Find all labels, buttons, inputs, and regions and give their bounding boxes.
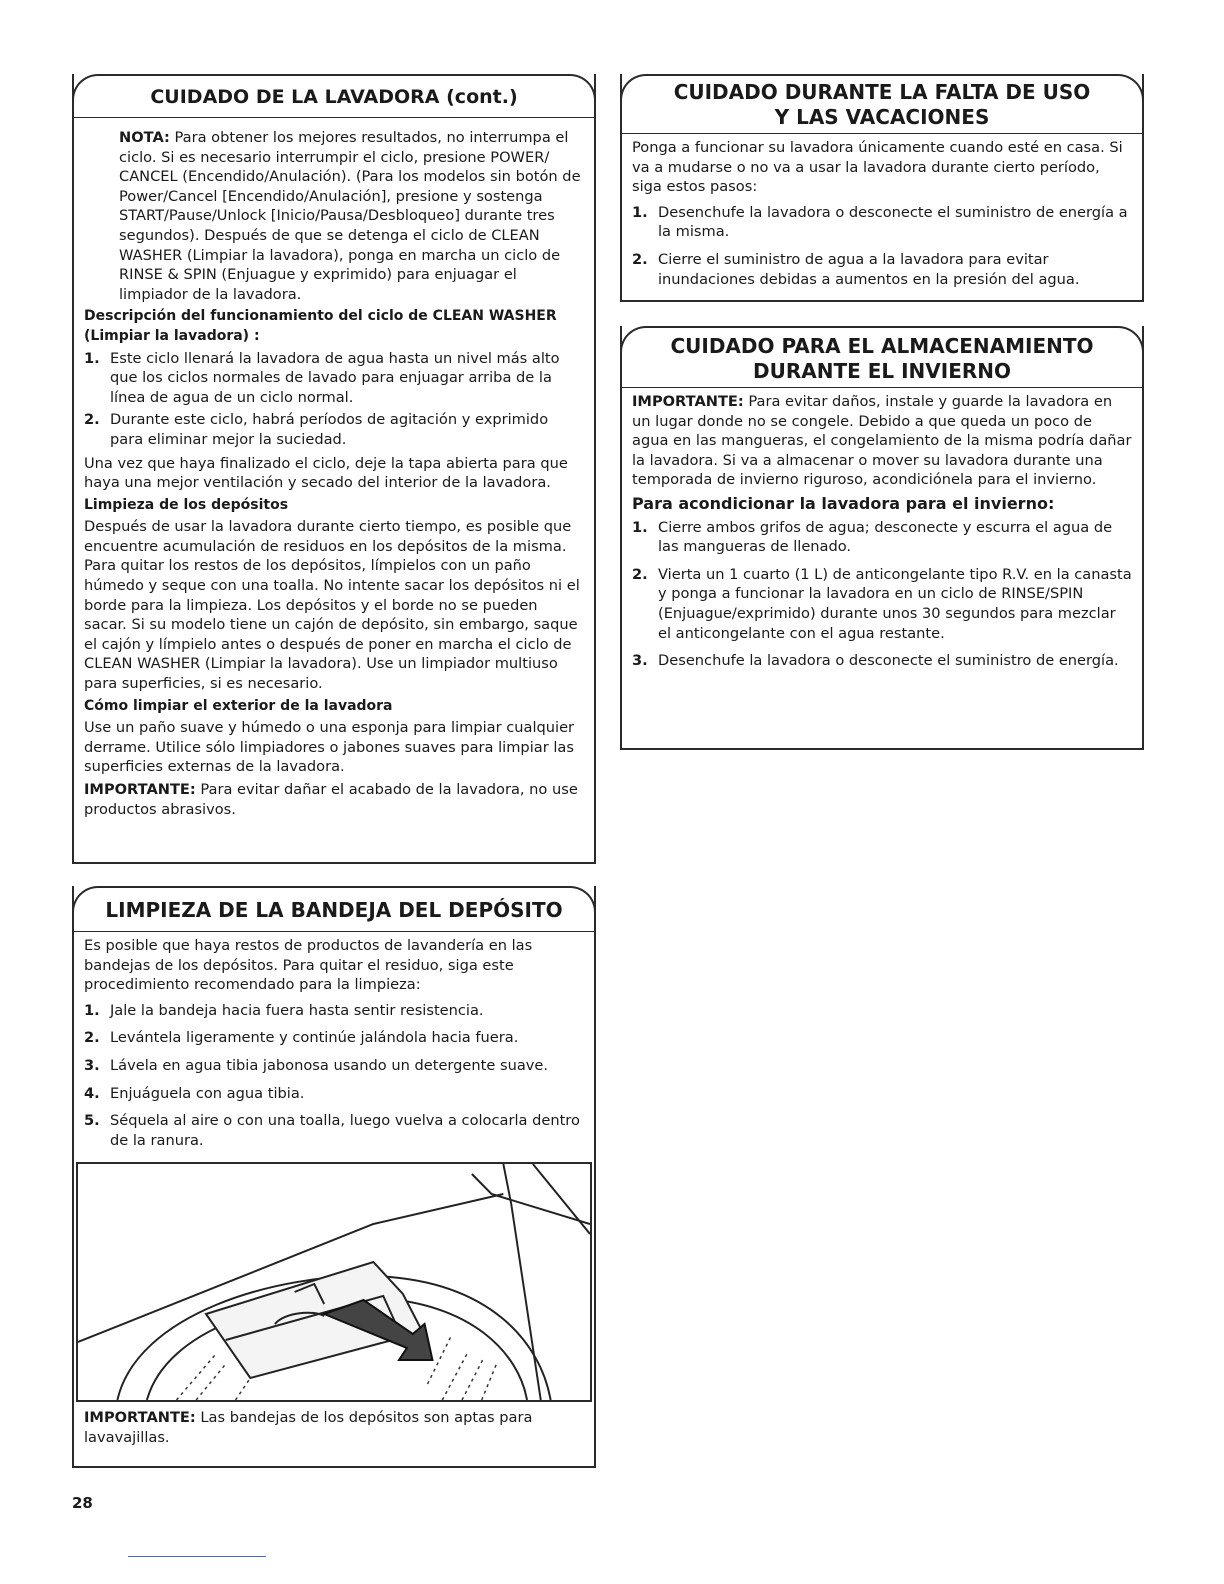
list-number: 1. [632,518,648,536]
section-title [620,326,1144,388]
cuidado-title: CUIDADO DE LA LAVADORA (cont.) [150,86,518,108]
list-number: 1. [632,203,648,221]
list-number: 3. [632,652,648,670]
invierno-title-line1: CUIDADO PARA EL ALMACENAMIENTO [670,334,1094,358]
importante-text: Para evitar daños, instale y guarde la lavadora en un lugar donde no se congele. Debido a que queda un poco de agua en las mangueras, el congelamiento de la misma podría dañar la lavadora. Si va a almacenar o mover su lavadora durante una temporada de invierno riguroso, acondiciónela para el invierno. [632,393,1132,489]
vacaciones-intro: Ponga a funcionar su lavadora únicamente cuando esté en casa. Si va a mudarse o no va a usar la lavadora durante cierto período, siga estos pasos: [632,139,1123,196]
importante-label: IMPORTANTE: [84,781,196,798]
invierno-title-line2: DURANTE EL INVIERNO [753,359,1011,383]
importante-paragraph [84,780,584,819]
list-number: 3. [84,1056,100,1074]
importante-label: IMPORTANTE: [84,1409,196,1427]
exterior-heading: Cómo limpiar el exterior de la lavadora [84,697,393,714]
cuidado-body [74,118,594,828]
cuidado-lavadora-section [72,74,596,864]
limpieza-text: Después de usar la lavadora durante cierto tiempo, es posible que encuentre acumulación de residuos en los depósitos de la misma. Para quitar los restos de los depósitos, límpielos con un paño húmedo y seque con una toalla. No intente sacar los depósitos ni el borde para la limpieza. Los depósitos y el borde no se pueden sacar. Si su modelo tiene un cajón de depósito, sin embargo, saque el cajón y límpielo antes o después de poner en marcha el ciclo de CLEAN WASHER (Limpiar la lavadora). Use un limpiador multiuso para superficies, si es necesario. [84,518,580,693]
bandeja-title: LIMPIEZA DE LA BANDEJA DEL DEPÓSITO [105,898,563,922]
list-text: Durante este ciclo, habrá períodos de agitación y exprimido para eliminar mejor la suciedad. [110,411,549,448]
vacaciones-list [632,203,1132,289]
invierno-body [622,388,1142,681]
list-number: 1. [84,1001,100,1019]
list-text: Lávela en agua tibia jabonosa usando un detergente suave. [110,1056,549,1074]
list-number: 2. [632,565,648,583]
list-item [632,250,1132,289]
nota-paragraph [84,128,584,304]
invierno-sub-heading: Para acondicionar la lavadora para el invierno: [632,493,1055,513]
nota-text: Para obtener los mejores resultados, no interrumpa el ciclo. Si es necesario interrumpir el ciclo, presione POWER/ CANCEL (Encendido/Anulación). (Para los modelos sin botón de Power/Cancel [Encendido/Anulación], presione y sostenga START/Pause/Unlock [Inicio/Pausa/Desbloqueo] durante tres segundos). Después de que se detenga el ciclo de CLEAN WASHER (Limpiar la lavadora), ponga en marcha un ciclo de RINSE & SPIN (Enjuague y exprimido) para enjuagar el limpiador de la lavadora. [119,129,581,303]
list-text: Desenchufe la lavadora o desconecte el suministro de energía a la misma. [658,203,1128,241]
bandeja-intro: Es posible que haya restos de productos de lavandería en las bandejas de los depósitos. Para quitar el residuo, siga este procedimiento recomendado para la limpieza: [84,937,533,994]
list-item [84,1028,584,1048]
after-text: Una vez que haya finalizado el ciclo, deje la tapa abierta para que haya una mejor ventilación y secado del interior de la lavadora. [84,454,568,492]
vacaciones-title-line1: CUIDADO DURANTE LA FALTA DE USO [673,80,1091,104]
nota-label: NOTA: [119,129,170,146]
section-title [72,74,596,118]
list-number: 2. [632,250,648,268]
list-number: 5. [84,1112,100,1130]
bandeja-list [84,1001,584,1151]
list-item [632,565,1132,643]
limpieza-heading: Limpieza de los depósitos [84,496,289,513]
list-number: 2. [84,411,100,429]
invierno-list [632,518,1132,671]
list-item [632,651,1132,671]
importante-text: Las bandejas de los depósitos son aptas para lavavajillas. [84,1409,533,1446]
vacaciones-body [622,134,1142,299]
section-title [620,74,1144,134]
list-text: Séquela al aire o con una toalla, luego vuelva a colocarla dentro de la ranura. [110,1112,580,1149]
list-number: 4. [84,1084,100,1102]
dispenser-drawer-drawing [78,1164,590,1400]
list-text: Vierta un 1 cuarto (1 L) de anticongelante tipo R.V. en la canasta y ponga a funcionar la lavadora en un ciclo de RINSE/SPIN (Enjuague/exprimido) durante unos 30 segundos para mezclar el anticongelante con el agua restante. [658,565,1132,642]
desc-heading: Descripción del funcionamiento del ciclo de CLEAN WASHER (Limpiar la lavadora) : [84,308,557,344]
list-text: Jale la bandeja hacia fuera hasta sentir resistencia. [110,1001,484,1019]
list-number: 2. [84,1029,100,1047]
dispenser-drawer-illustration [76,1162,592,1402]
importante-paragraph [632,392,1132,490]
list-item [84,410,584,449]
importante-paragraph [84,1408,584,1447]
bandeja-body [74,932,594,1457]
list-item [632,203,1132,242]
list-text: Cierre ambos grifos de agua; desconecte y escurra el agua de las mangueras de llenado. [658,518,1113,556]
exterior-text: Use un paño suave y húmedo o una esponja para limpiar cualquier derrame. Utilice sólo limpiadores o jabones suaves para limpiar las superficies externas de la lavadora. [84,719,575,776]
list-item [84,1056,584,1076]
list-text: Este ciclo llenará la lavadora de agua hasta un nivel más alto que los ciclos normales de lavado para enjuagar arriba de la línea de agua de un ciclo normal. [110,349,560,406]
importante-text: Para evitar dañar el acabado de la lavadora, no use productos abrasivos. [84,781,578,818]
bandeja-section [72,886,596,1468]
list-item [84,349,584,408]
list-item [632,518,1132,557]
list-text: Enjuáguela con agua tibia. [110,1084,305,1102]
invierno-section [620,326,1144,750]
desc-list [84,349,584,450]
list-item [84,1001,584,1021]
list-text: Cierre el suministro de agua a la lavadora para evitar inundaciones debidas a aumentos en la presión del agua. [658,250,1080,288]
list-number: 1. [84,349,100,367]
section-title [72,886,596,932]
importante-label: IMPORTANTE: [632,393,744,410]
list-text: Desenchufe la lavadora o desconecte el suministro de energía. [658,652,1119,670]
list-item [84,1111,584,1150]
page-number: 28 [72,1494,93,1512]
footer-divider [128,1556,266,1557]
vacaciones-title-line2: Y LAS VACACIONES [774,105,990,129]
list-item [84,1084,584,1104]
list-text: Levántela ligeramente y continúe jalándola hacia fuera. [110,1029,519,1047]
vacaciones-section [620,74,1144,302]
